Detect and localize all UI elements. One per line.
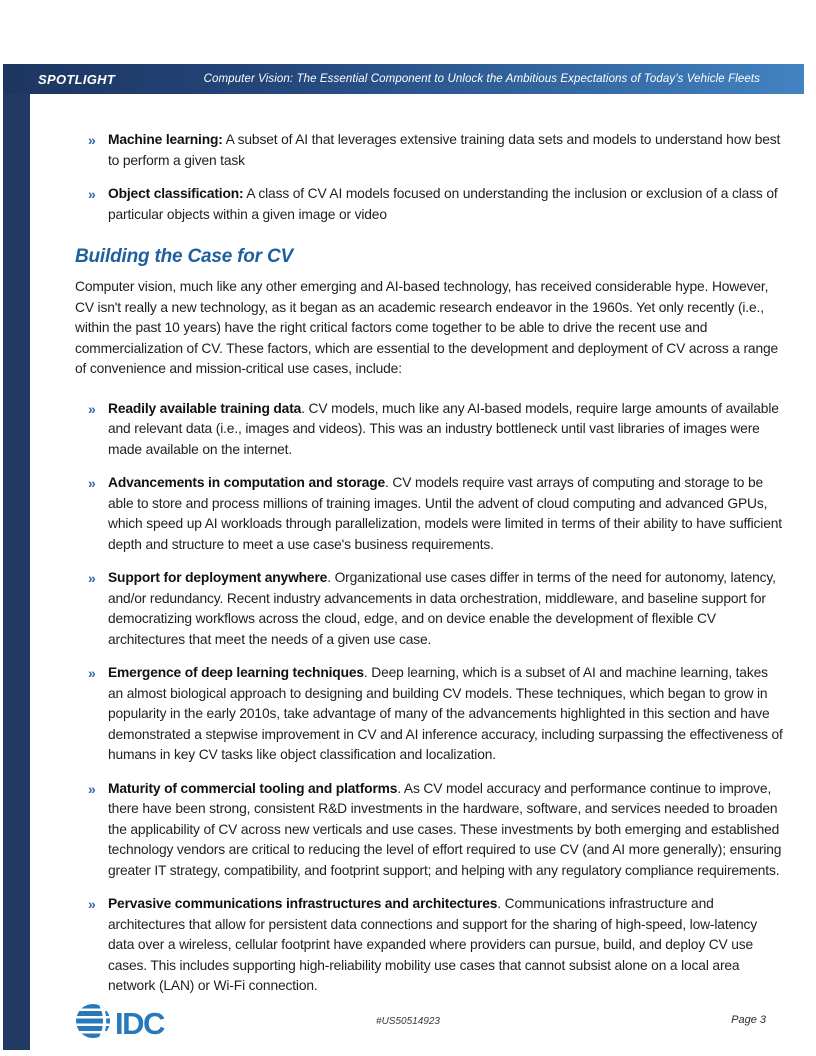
page-number: Page 3 [731,1014,766,1026]
bullet-chevron-icon: » [88,475,96,491]
document-id: #US50514923 [376,1016,440,1027]
list-item [75,184,785,225]
idc-logo-text: IDC [115,1005,164,1041]
list-item [75,130,785,171]
list-item-text [108,568,785,650]
list-item-lead: Support for deployment anywhere [108,570,328,585]
section-heading: Building the Case for CV [75,246,293,267]
list-item-text [108,473,785,555]
bullet-chevron-icon: » [88,780,96,797]
bullet-chevron-icon: » [88,665,96,681]
page-header [3,64,804,94]
list-item-lead: Maturity of commercial tooling and platforms [108,780,398,796]
page-footer [0,998,816,1044]
page-content [75,130,785,1010]
section-paragraph: Computer vision, much like any other emerging and AI-based technology, has received considerable hype. However, CV isn't really a new technology, as it began as an academic research endeavor in the 1960s. Yet only recently (i.e., within the past 10 years) have the right critical factors come together to be able to drive the recent use and commercialization of CV. These factors, which are essential to the development and deployment of CV across a range of convenience and mission-critical use cases, include: [75,279,779,376]
document-title: Computer Vision: The Essential Component to Unlock the Ambitious Expectations of Today’s Vehicle Fleets [203,73,760,85]
list-item-lead: Emergence of deep learning techniques [108,665,364,680]
list-item-body: A class of CV AI models focused on understanding the inclusion or exclusion of a class of particular objects within a given image or video [108,186,778,222]
bullet-chevron-icon: » [88,896,96,912]
list-item-body: . Communications infrastructure and architectures that allow for persistent data connections and support for the sharing of high-speed, low-latency data over a wireless, cellular footprint have expanded where providers can pursue, build, and deploy CV use cases. This includes supporting high-reliability mobility use cases that cannot subsist alone on a local area network (LAN) or Wi-Fi connection. [108,896,758,993]
list-item-body: . Deep learning, which is a subset of AI and machine learning, takes an almost biological approach to designing and building CV models. These techniques, which began to grow in popularity in the early 2010s, take advantage of many of the advancements highlighted in this section and have demonstrated a stepwise improvement in CV and AI inference accuracy, including surpassing the effectiveness of humans in key CV tasks like object classification and localization. [108,665,783,762]
list-item [75,663,785,766]
list-item [75,894,785,997]
list-item-lead: Pervasive communications infrastructures and architectures [108,896,498,911]
list-item-body: . Organizational use cases differ in terms of the need for autonomy, latency, and/or redundancy. Recent industry advancements in data orchestration, middleware, and baseline support for democratizing workflows across the cloud, edge, and on device enable the development of flexible CV architectures that meet the needs of a given use case. [108,570,776,647]
list-item [75,473,785,555]
list-item-text [108,663,785,766]
list-item-text [108,130,785,171]
bullet-chevron-icon: » [88,400,96,417]
list-item [75,568,785,650]
bullet-chevron-icon: » [88,186,96,202]
list-item-text [108,184,785,225]
list-item-lead: Object classification: [108,186,244,201]
left-accent-bar [3,64,30,1050]
list-item-lead: Readily available training data [108,400,302,416]
bullet-chevron-icon: » [88,570,96,586]
list-item-lead: Advancements in computation and storage [108,475,386,490]
list-item-lead: Machine learning: [108,132,223,147]
report-type-label: SPOTLIGHT [38,71,116,87]
list-item-text [108,779,785,882]
list-item-body: . CV models require vast arrays of computing and storage to be able to store and process millions of training images. Until the advent of cloud computing and advanced GPUs, which speed up AI workloads through parallelization, models were limited in terms of their ability to have sufficient depth and structure to meet a use case's business requirements. [108,475,782,552]
list-item-body: . CV models, much like any AI-based models, require large amounts of available and relevant data (i.e., images and videos). This was an industry bottleneck until vast libraries of images were made available on the internet. [108,400,779,457]
bullet-chevron-icon: » [88,132,96,148]
list-item-text [108,894,785,997]
list-item-body: . As CV model accuracy and performance continue to improve, there have been strong, consistent R&D investments in the hardware, software, and services needed to broaden the applicability of CV across new verticals and use cases. These investments by both emerging and established technology vendors are critical to reducing the level of effort required to use CV (and AI more generally); ensuring greater IT strategy, compatibility, and footprint support; and helping with any regulatory compliance requirements. [108,780,782,878]
list-item-body: A subset of AI that leverages extensive training data sets and models to understand how best to perform a given task [108,132,781,168]
list-item [75,399,785,461]
list-item [75,779,785,882]
list-item-text [108,399,785,461]
